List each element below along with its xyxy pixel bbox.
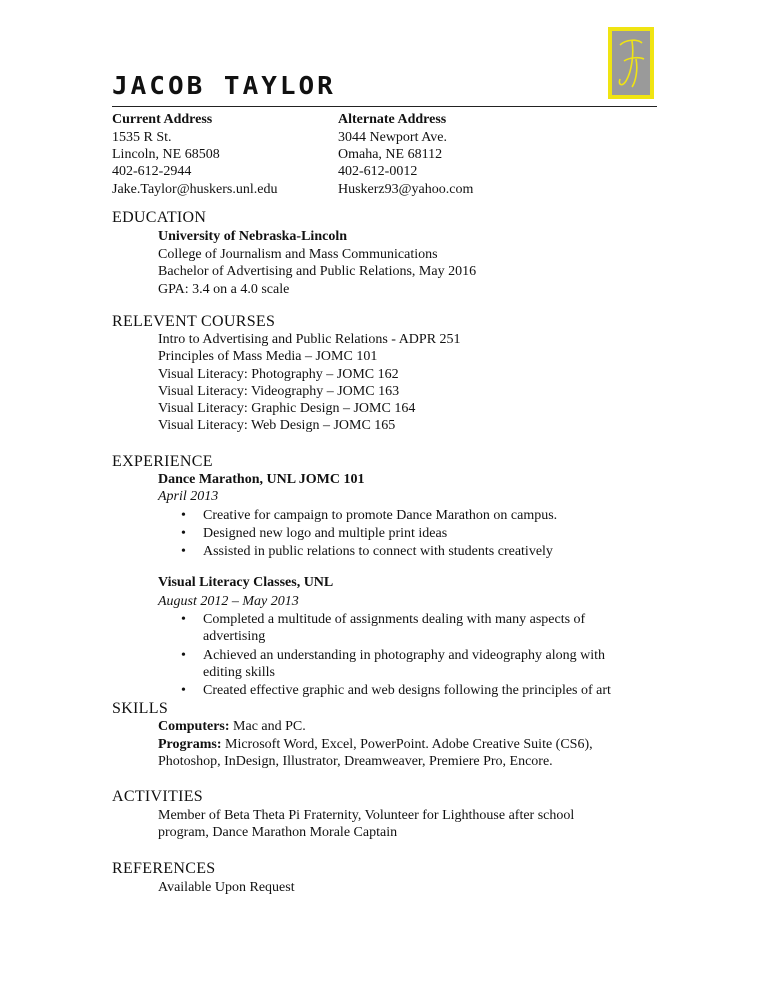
job-bullet-text: Assisted in public relations to connect with students creatively: [203, 544, 553, 559]
course-item: Intro to Advertising and Public Relations - ADPR 251: [158, 332, 461, 347]
current-street: 1535 R St.: [112, 130, 172, 145]
section-title-courses: RELEVENT COURSES: [112, 313, 276, 330]
education-college: College of Journalism and Mass Communications: [158, 247, 438, 262]
job-title: Visual Literacy Classes, UNL: [158, 575, 334, 590]
course-item: Visual Literacy: Graphic Design – JOMC 164: [158, 401, 416, 416]
references-text: Available Upon Request: [158, 880, 295, 895]
alternate-email: Huskerz93@yahoo.com: [338, 182, 474, 197]
skills-programs: [158, 736, 593, 754]
bullet-icon: •: [181, 648, 186, 663]
education-degree: Bachelor of Advertising and Public Relations, May 2016: [158, 264, 477, 279]
course-item: Principles of Mass Media – JOMC 101: [158, 349, 378, 364]
alternate-address-heading: Alternate Address: [338, 112, 447, 127]
alternate-street: 3044 Newport Ave.: [338, 130, 447, 145]
skills-computers-value: Mac and PC.: [229, 719, 306, 734]
skills-programs-value: Microsoft Word, Excel, PowerPoint. Adobe Creative Suite (CS6),: [221, 737, 593, 752]
job-date: August 2012 – May 2013: [158, 594, 299, 609]
bullet-icon: •: [181, 526, 186, 541]
header-divider: [112, 106, 657, 107]
section-title-skills: SKILLS: [112, 700, 169, 717]
bullet-icon: •: [181, 544, 186, 559]
resume-name: JACOB TAYLOR: [112, 72, 336, 101]
job-bullet-text: Completed a multitude of assignments dealing with many aspects of advertising: [203, 612, 586, 644]
job-bullet-text: Creative for campaign to promote Dance Marathon on campus.: [203, 508, 558, 523]
skills-programs-continued: Photoshop, InDesign, Illustrator, Dreamweaver, Premiere Pro, Encore.: [158, 754, 553, 769]
section-title-education: EDUCATION: [112, 209, 207, 226]
course-item: Visual Literacy: Web Design – JOMC 165: [158, 418, 396, 433]
activities-line: program, Dance Marathon Morale Captain: [158, 825, 398, 840]
job-bullet-text: Achieved an understanding in photography and videography along with editing skills: [203, 648, 606, 680]
activities-line: Member of Beta Theta Pi Fraternity, Volunteer for Lighthouse after school: [158, 808, 575, 823]
section-title-activities: ACTIVITIES: [112, 788, 203, 805]
monogram-logo: [608, 27, 654, 99]
course-item: Visual Literacy: Photography – JOMC 162: [158, 367, 399, 382]
job-bullet-text: Created effective graphic and web designs following the principles of art: [203, 683, 611, 698]
monogram-logo-panel: [612, 31, 650, 95]
bullet-icon: •: [181, 683, 186, 698]
current-email: Jake.Taylor@huskers.unl.edu: [112, 182, 278, 197]
section-title-experience: EXPERIENCE: [112, 453, 213, 470]
education-school: University of Nebraska-Lincoln: [158, 229, 347, 244]
alternate-phone: 402-612-0012: [338, 164, 418, 179]
current-address-heading: Current Address: [112, 112, 213, 127]
alternate-city: Omaha, NE 68112: [338, 147, 443, 162]
skills-computers-label: Computers:: [158, 719, 230, 734]
education-gpa: GPA: 3.4 on a 4.0 scale: [158, 282, 290, 297]
course-item: Visual Literacy: Videography – JOMC 163: [158, 384, 400, 399]
job-title: Dance Marathon, UNL JOMC 101: [158, 472, 365, 487]
bullet-icon: •: [181, 508, 186, 523]
job-date: April 2013: [158, 489, 219, 504]
skills-programs-label: Programs:: [158, 737, 222, 752]
job-bullet-text: Designed new logo and multiple print ideas: [203, 526, 448, 541]
current-phone: 402-612-2944: [112, 164, 192, 179]
monogram-glyph: [612, 31, 650, 95]
current-city: Lincoln, NE 68508: [112, 147, 220, 162]
skills-computers: [158, 718, 306, 736]
section-title-references: REFERENCES: [112, 860, 216, 877]
bullet-icon: •: [181, 612, 186, 627]
